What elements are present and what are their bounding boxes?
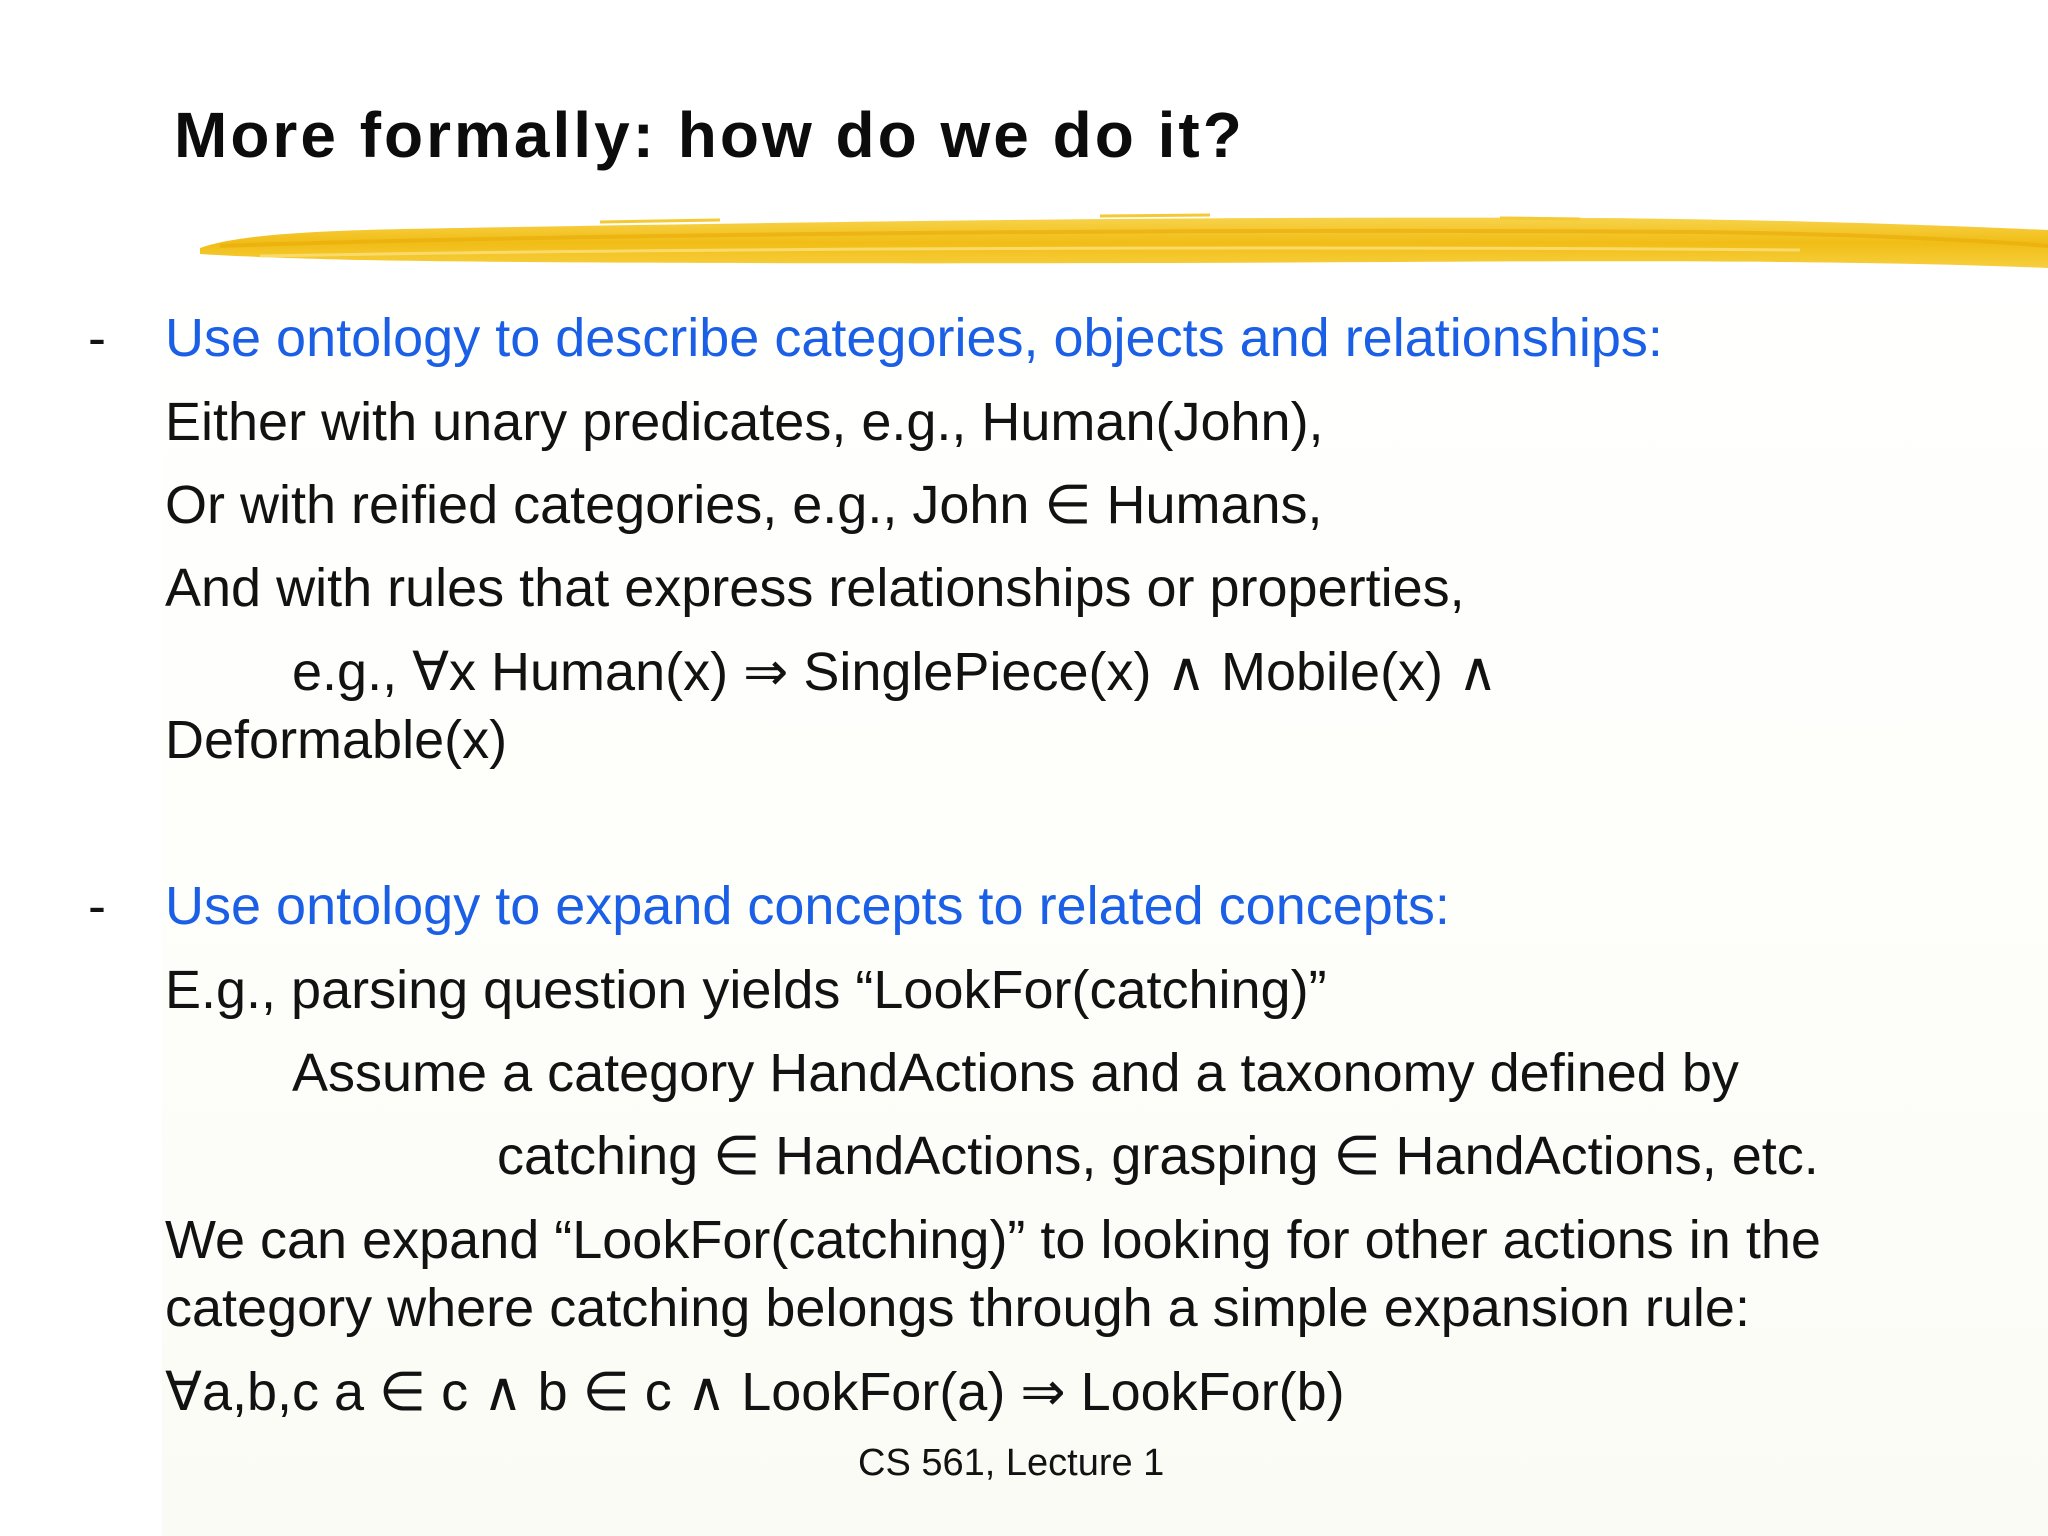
section1-line: Or with reified categories, e.g., John ∈ Humans,	[165, 475, 1323, 535]
section2-line: We can expand “LookFor(catching)” to looking for other actions in the	[165, 1210, 1821, 1270]
section2-line: Assume a category HandActions and a taxonomy defined by	[292, 1043, 1739, 1103]
section2-heading: Use ontology to expand concepts to related concepts:	[165, 876, 1450, 936]
section1-formula-continuation: Deformable(x)	[165, 710, 508, 770]
section2-line: catching ∈ HandActions, grasping ∈ HandActions, etc.	[497, 1126, 1819, 1186]
section1-line: And with rules that express relationships or properties,	[165, 558, 1465, 618]
section2-line: E.g., parsing question yields “LookFor(catching)”	[165, 960, 1327, 1020]
section2-line: category where catching belongs through a simple expansion rule:	[165, 1278, 1750, 1338]
slide-title: More formally: how do we do it?	[174, 99, 1245, 171]
bullet-marker: -	[88, 308, 106, 368]
section1-formula: e.g., ∀x Human(x) ⇒ SinglePiece(x) ∧ Mobile(x) ∧	[292, 642, 1498, 702]
bullet-marker: -	[88, 876, 106, 936]
expansion-rule-formula: ∀a,b,c a ∈ c ∧ b ∈ c ∧ LookFor(a) ⇒ LookFor(b)	[165, 1362, 1345, 1422]
slide-footer: CS 561, Lecture 1	[858, 1442, 1165, 1484]
section1-line: Either with unary predicates, e.g., Human(John),	[165, 392, 1324, 452]
section1-heading: Use ontology to describe categories, objects and relationships:	[165, 308, 1663, 368]
yellow-brush-stroke	[200, 206, 2048, 284]
